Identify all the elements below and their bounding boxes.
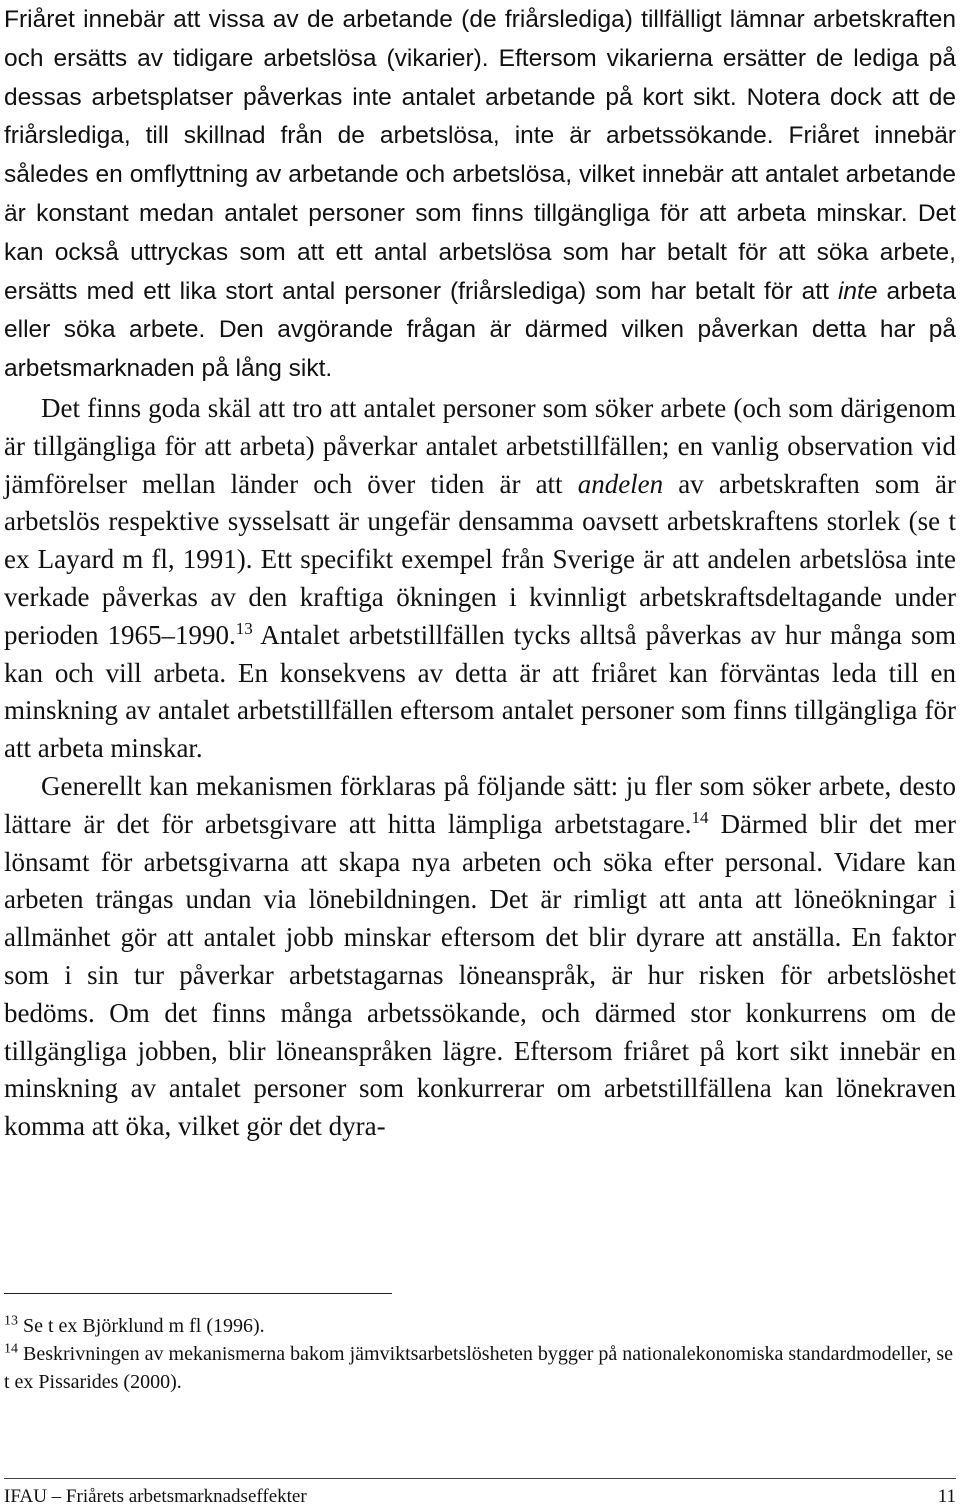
footnote-14 [4, 1340, 956, 1396]
paragraph-1-text-a: Friåret innebär att vissa av de arbetande (de friårslediga) tillfälligt lämnar arbetskraften och ersätts av tidigare arbetslösa (vikarier). Eftersom vikarierna ersätter de lediga på dessas arbetsplatser påverkas inte antalet arbetande på kort sikt. Notera dock att de friårslediga, till skillnad från de arbetslösa, inte är arbetssökande. Friåret innebär således en omflyttning av arbetande och arbetslösa, vilket innebär att antalet arbetande är konstant medan antalet personer som finns tillgängliga för att arbeta minskar. Det kan också uttryckas som att ett antal arbetslösa som har betalt för att söka arbete, ersätts med ett lika stort antal personer (friårslediga) som har betalt för att [4, 6, 956, 305]
footnote-ref-14[interactable]: 14 [691, 807, 709, 827]
paragraph-2-text-a: Det finns goda skäl att tro att antalet personer som söker arbete (och som därigenom är tillgängliga för att arbeta) påverkar antalet arbetstillfällen; en vanlig observation vid jämförelser mellan länder och över tiden är att [4, 392, 956, 499]
paragraph-3-text-a: Generellt kan mekanismen förklaras på följande sätt: ju fler som söker arbete, desto lättare är det för arbetsgivare att hitta lämpliga arbetstagare. [4, 770, 956, 839]
paragraph-1 [4, 0, 956, 388]
body-text [4, 0, 956, 1146]
footnote-separator [4, 1293, 392, 1294]
footnote-13-mark: 13 [4, 1313, 18, 1329]
paragraph-2-italic: andelen [577, 468, 664, 499]
paragraph-1-italic: inte [837, 277, 878, 305]
paragraph-3 [4, 768, 956, 1146]
paragraph-1-text-b: arbeta eller söka arbete. Den avgörande frågan är därmed vilken påverkan detta har på arbetsmarknaden på lång sikt. [4, 277, 956, 383]
footnotes [4, 1312, 956, 1396]
paragraph-2-text-b: av arbetskraften som är arbetslös respektive sysselsatt är ungefär densamma oavsett arbetskraftens storlek (se t ex Layard m fl, 1991). Ett specifikt exempel från Sverige är att andelen arbetslösa inte verkade påverkas av den kraftiga ökningen i kvinnligt arbetskraftsdeltagande under perioden 1965–1990. [4, 468, 957, 650]
footnote-13-text: Se t ex Björklund m fl (1996). [18, 1315, 265, 1337]
footer-separator [4, 1478, 956, 1479]
paragraph-3-text-b: Därmed blir det mer lönsamt för arbetsgivarna att skapa nya arbeten och söka efter personal. Vidare kan arbeten trängas undan via lönebildningen. Det är rimligt att anta att löneökningar i allmänhet gör att antalet jobb minskar eftersom det blir dyrare att anställa. En faktor som i sin tur påverkar arbetstagarnas löneanspråk, är hur risken för arbetslöshet bedöms. Om det finns många arbetssökande, och därmed stor konkurrens om de tillgängliga jobben, blir löneanspråken lägre. Eftersom friåret på kort sikt innebär en minskning av antalet personer som konkurrerar om arbetstillfällena kan lönekraven komma att öka, vilket gör det dyra- [4, 808, 956, 1142]
footnote-14-text: Beskrivningen av mekanismerna bakom jämviktsarbetslösheten bygger på nationalekonomiska standardmodeller, se t ex Pissarides (2000). [4, 1343, 954, 1393]
footnote-13 [4, 1312, 956, 1340]
footnote-ref-13[interactable]: 13 [235, 618, 253, 638]
footnote-14-mark: 14 [4, 1341, 18, 1357]
running-footer-title: IFAU – Friårets arbetsmarknadseffekter [4, 1486, 307, 1507]
page-number: 11 [937, 1486, 956, 1507]
paragraph-2-text-c: Antalet arbetstillfällen tycks alltså påverkas av hur många som kan och vill arbeta. En konsekvens av detta är att friåret kan förväntas leda till en minskning av antalet arbetstillfällen eftersom antalet personer som finns tillgängliga för att arbeta minskar. [4, 619, 956, 764]
paragraph-2 [4, 390, 956, 768]
